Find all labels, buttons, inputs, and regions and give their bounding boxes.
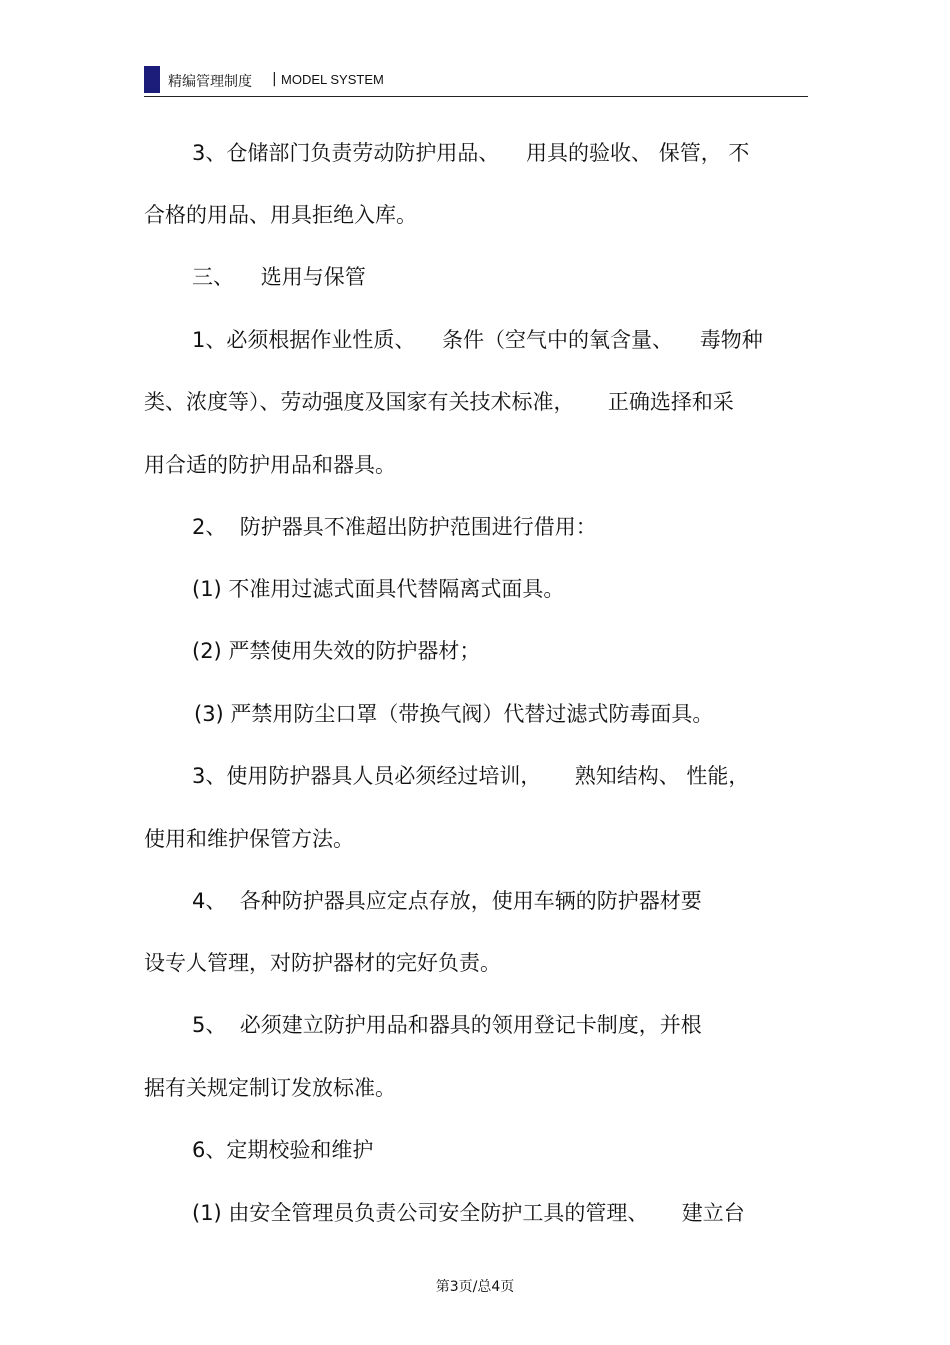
section-heading: 三、 选用与保管 — [192, 265, 366, 289]
text-line: (1) 由安全管理员负责公司安全防护工具的管理、 建立台 — [192, 1201, 745, 1225]
header-separator: | — [272, 71, 277, 87]
text-line: 使用和维护保管方法。 — [144, 827, 354, 851]
text-line: 4、 各种防护器具应定点存放，使用车辆的防护器材要 — [192, 889, 702, 913]
text-line: 设专人管理，对防护器材的完好负责。 — [144, 951, 501, 975]
text-line: 据有关规定制订发放标准。 — [144, 1076, 396, 1100]
text-line: 1、必须根据作业性质、 条件（空气中的氧含量、 毒物种 — [192, 328, 763, 352]
logo-icon — [144, 66, 160, 93]
text-line: 3、仓储部门负责劳动防护用品、 用具的验收、 保管， 不 — [192, 141, 750, 165]
header-title: 精编管理制度 — [168, 74, 252, 90]
text-line: (3) 严禁用防尘口罩（带换气阀）代替过滤式防毒面具。 — [194, 702, 714, 726]
text-line: 合格的用品、用具拒绝入库。 — [144, 203, 417, 227]
text-line: 类、浓度等）、劳动强度及国家有关技术标准， 正确选择和采 — [144, 390, 734, 414]
text-line: 用合适的防护用品和器具。 — [144, 453, 396, 477]
text-line: (1) 不准用过滤式面具代替隔离式面具。 — [192, 577, 565, 601]
text-line: 2、 防护器具不准超出防护范围进行借用： — [192, 515, 597, 539]
page-number: 第3页/总4页 — [435, 1279, 515, 1295]
text-line: 3、使用防护器具人员必须经过培训， 熟知结构、 性能， — [192, 764, 750, 788]
text-line: 5、 必须建立防护用品和器具的领用登记卡制度，并根 — [192, 1013, 702, 1037]
text-line: (2) 严禁使用失效的防护器材； — [192, 639, 481, 663]
header-subtitle: MODEL SYSTEM — [281, 72, 384, 87]
page-header — [144, 64, 808, 97]
text-line: 6、定期校验和维护 — [192, 1138, 374, 1162]
